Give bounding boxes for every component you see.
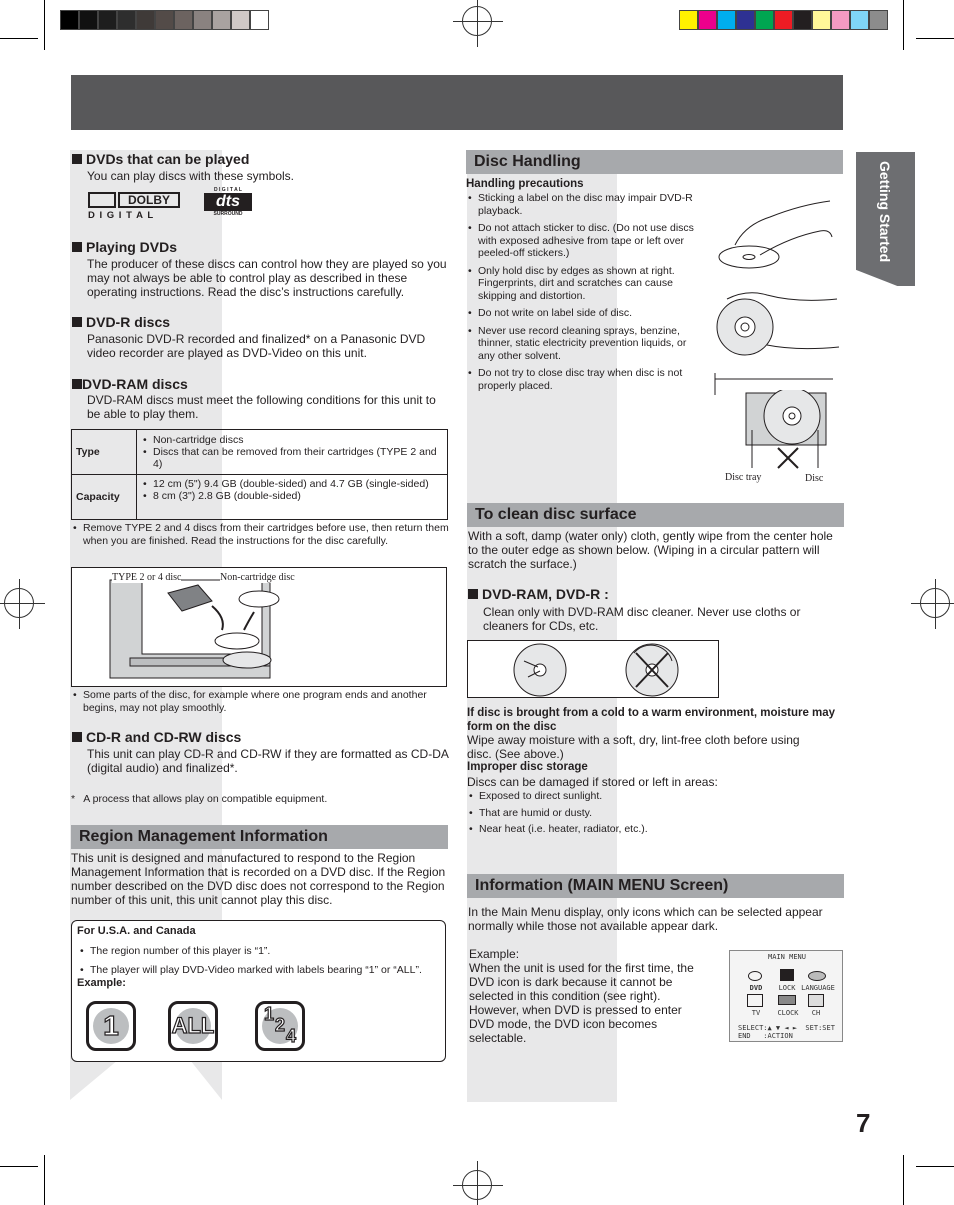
- grayscale-bar: [60, 10, 269, 30]
- dvdram-dvdr-text: Clean only with DVD-RAM disc cleaner. Never use cloths or cleaners for CDs, etc.: [483, 605, 801, 633]
- playing-dvds-heading: Playing DVDs: [72, 239, 177, 255]
- cleaning-figure: [467, 640, 719, 698]
- disc-label: Disc: [805, 473, 824, 484]
- lock-icon: [780, 969, 794, 981]
- crop-mark: [0, 38, 38, 39]
- region-box-title: For U.S.A. and Canada: [77, 925, 196, 937]
- dts-logo: D I G I T A L dts SURROUND: [204, 187, 252, 223]
- parts-note: • Some parts of the disc, for example where one program ends and another begins, may not play smoothly.: [71, 689, 451, 718]
- menu-title: MAIN MENU: [768, 953, 806, 961]
- region-multi-logo: 1 2 4: [255, 1001, 305, 1051]
- registration-mark: [4, 588, 34, 618]
- list-item: • Near heat (i.e. heater, radiator, etc.).: [467, 823, 827, 836]
- crop-mark: [44, 1155, 45, 1205]
- info-heading: Information (MAIN MENU Screen): [467, 874, 844, 898]
- crop-mark: [916, 1166, 954, 1167]
- region-box: [71, 920, 446, 1062]
- footnote: * A process that allows play on compatible equipment.: [71, 793, 328, 805]
- info-text: In the Main Menu display, only icons which can be selected appear normally while those not available appear dark.: [468, 905, 823, 933]
- section-tab-label: Getting Started: [877, 161, 893, 263]
- region-all-logo: ALL: [168, 1001, 218, 1051]
- remove-note: • Remove TYPE 2 and 4 discs from their cartridges before use, then return them when you are finished. Read the instructions for the disc carefully.: [71, 522, 449, 551]
- table-key: Capacity: [72, 475, 137, 520]
- dvdram-heading: DVD-RAM discs: [72, 376, 188, 392]
- storage-heading: Improper disc storage: [467, 761, 588, 773]
- registration-mark: [462, 6, 492, 36]
- disc-tray-illustration: [718, 390, 830, 470]
- menu-footer-select: SELECT:▲ ▼ ◄ ► SET:SET: [738, 1024, 835, 1032]
- menu-tv-label: TV: [751, 1009, 761, 1017]
- dvdram-text: DVD-RAM discs must meet the following conditions for this unit to be able to play them.: [87, 393, 436, 421]
- page-number: 7: [856, 1108, 871, 1138]
- disc-tray-label: Disc tray: [725, 472, 762, 483]
- clean-disc-text: With a soft, damp (water only) cloth, gently wipe from the center hole to the outer edge as shown below. (Wiping in a circular pattern will scratch the surface.): [468, 529, 833, 571]
- dvdr-text: Panasonic DVD-R recorded and finalized* on a Panasonic DVD video recorder are played as DVD-Video on this unit.: [87, 332, 426, 360]
- dvds-text: You can play discs with these symbols.: [87, 169, 294, 183]
- ch-icon: [808, 994, 824, 1007]
- main-menu-screen: [729, 950, 843, 1042]
- crop-mark: [0, 1166, 38, 1167]
- moisture-heading: If disc is brought from a cold to a warm environment, moisture may form on the disc: [467, 707, 836, 733]
- menu-ch-label: CH: [811, 1009, 821, 1017]
- dolby-digital-logo: DOLBY D I G I T A L: [88, 190, 182, 222]
- storage-text: Discs can be damaged if stored or left in areas:: [467, 775, 718, 789]
- crop-mark: [916, 38, 954, 39]
- crop-mark: [44, 0, 45, 50]
- dvdr-heading: DVD-R discs: [72, 314, 170, 330]
- language-icon: [808, 971, 826, 981]
- clock-icon: [778, 995, 796, 1005]
- crop-mark: [903, 1155, 904, 1205]
- crop-mark: [903, 0, 904, 50]
- dvdram-dvdr-heading: DVD-RAM, DVD-R :: [468, 586, 609, 602]
- color-bar: [679, 10, 888, 30]
- table-row: Type • Non-cartridge discs • Discs that can be removed from their cartridges (TYPE 2 and 4): [72, 430, 448, 475]
- precautions-heading: Handling precautions: [466, 178, 584, 190]
- type-disc-label: TYPE 2 or 4 disc: [112, 572, 182, 583]
- list-item: • Never use record cleaning sprays, benzine, thinner, static electricity prevention liquids, or any other solvent.: [466, 325, 699, 363]
- cdr-text: This unit can play CD-R and CD-RW if they are formatted as CD-DA (digital audio) and finalized*.: [87, 747, 449, 775]
- storage-list: [467, 790, 827, 840]
- tv-icon: [747, 994, 763, 1007]
- menu-dvd-label: DVD: [749, 984, 763, 992]
- registration-mark: [920, 588, 950, 618]
- table-row: Capacity • 12 cm (5") 9.4 GB (double-sided) and 4.7 GB (single-sided) • 8 cm (3") 2.8 GB (double-sided): [72, 475, 448, 520]
- menu-footer-end: END :ACTION: [738, 1032, 793, 1040]
- disc-handling-heading: Disc Handling: [466, 150, 843, 174]
- region-heading: Region Management Information: [71, 825, 448, 849]
- list-item: • Sticking a label on the disc may impair DVD-R playback.: [466, 192, 699, 217]
- dvd-icon: [748, 971, 762, 981]
- menu-lock-label: LOCK: [778, 984, 796, 992]
- non-cartridge-label: Non-cartridge disc: [220, 572, 295, 583]
- clean-disc-heading: To clean disc surface: [467, 503, 844, 527]
- region-text: This unit is designed and manufactured to respond to the Region Management Information that is recorded on a DVD disc. If the Region number described on the DVD disc does not correspond to the Region number of this unit, this unit cannot play this disc.: [71, 851, 446, 907]
- cdr-heading: CD-R and CD-RW discs: [72, 729, 241, 745]
- list-item: • Do not write on label side of disc.: [466, 307, 699, 320]
- menu-clock-label: CLOCK: [777, 1009, 799, 1017]
- list-item: • Do not attach sticker to disc. (Do not use discs with exposed adhesive from tape or left over peeled-off stickers.): [466, 222, 699, 260]
- list-item: • Exposed to direct sunlight.: [467, 790, 827, 803]
- page-header-bar: [71, 75, 843, 130]
- list-item: • That are humid or dusty.: [467, 807, 827, 820]
- precautions-list: [466, 192, 699, 396]
- dvds-heading: DVDs that can be played: [72, 151, 249, 167]
- playing-dvds-text: The producer of these discs can control how they are played so you may not always be able to control play as described in these operating instructions. Read the disc’s instructions carefully.: [87, 257, 447, 299]
- example-text: Example: When the unit is used for the first time, the DVD icon is dark because it cannot be selected in this condition (see right). However, when DVD is pressed to enter DVD mode, the DVD icon becomes selectable.: [469, 947, 694, 1045]
- disc-loading-figure: [71, 567, 447, 687]
- dvdram-spec-table: [71, 429, 448, 520]
- disc-hold-illustration: [705, 195, 845, 395]
- list-item: • Only hold disc by edges as shown at right. Fingerprints, dirt and scratches can cause skipping and distortion.: [466, 265, 699, 303]
- table-key: Type: [72, 430, 137, 475]
- region-1-logo: 1: [86, 1001, 136, 1051]
- registration-mark: [462, 1170, 492, 1200]
- moisture-text: Wipe away moisture with a soft, dry, lint-free cloth before using disc. (See above.): [467, 733, 800, 761]
- region-example-label: Example:: [77, 977, 126, 989]
- list-item: • Do not try to close disc tray when disc is not properly placed.: [466, 367, 699, 392]
- menu-language-label: LANGUAGE: [801, 984, 835, 992]
- region-bullets: • The region number of this player is “1”. • The player will play DVD-Video marked with labels bearing “1” or “ALL”.: [78, 945, 443, 980]
